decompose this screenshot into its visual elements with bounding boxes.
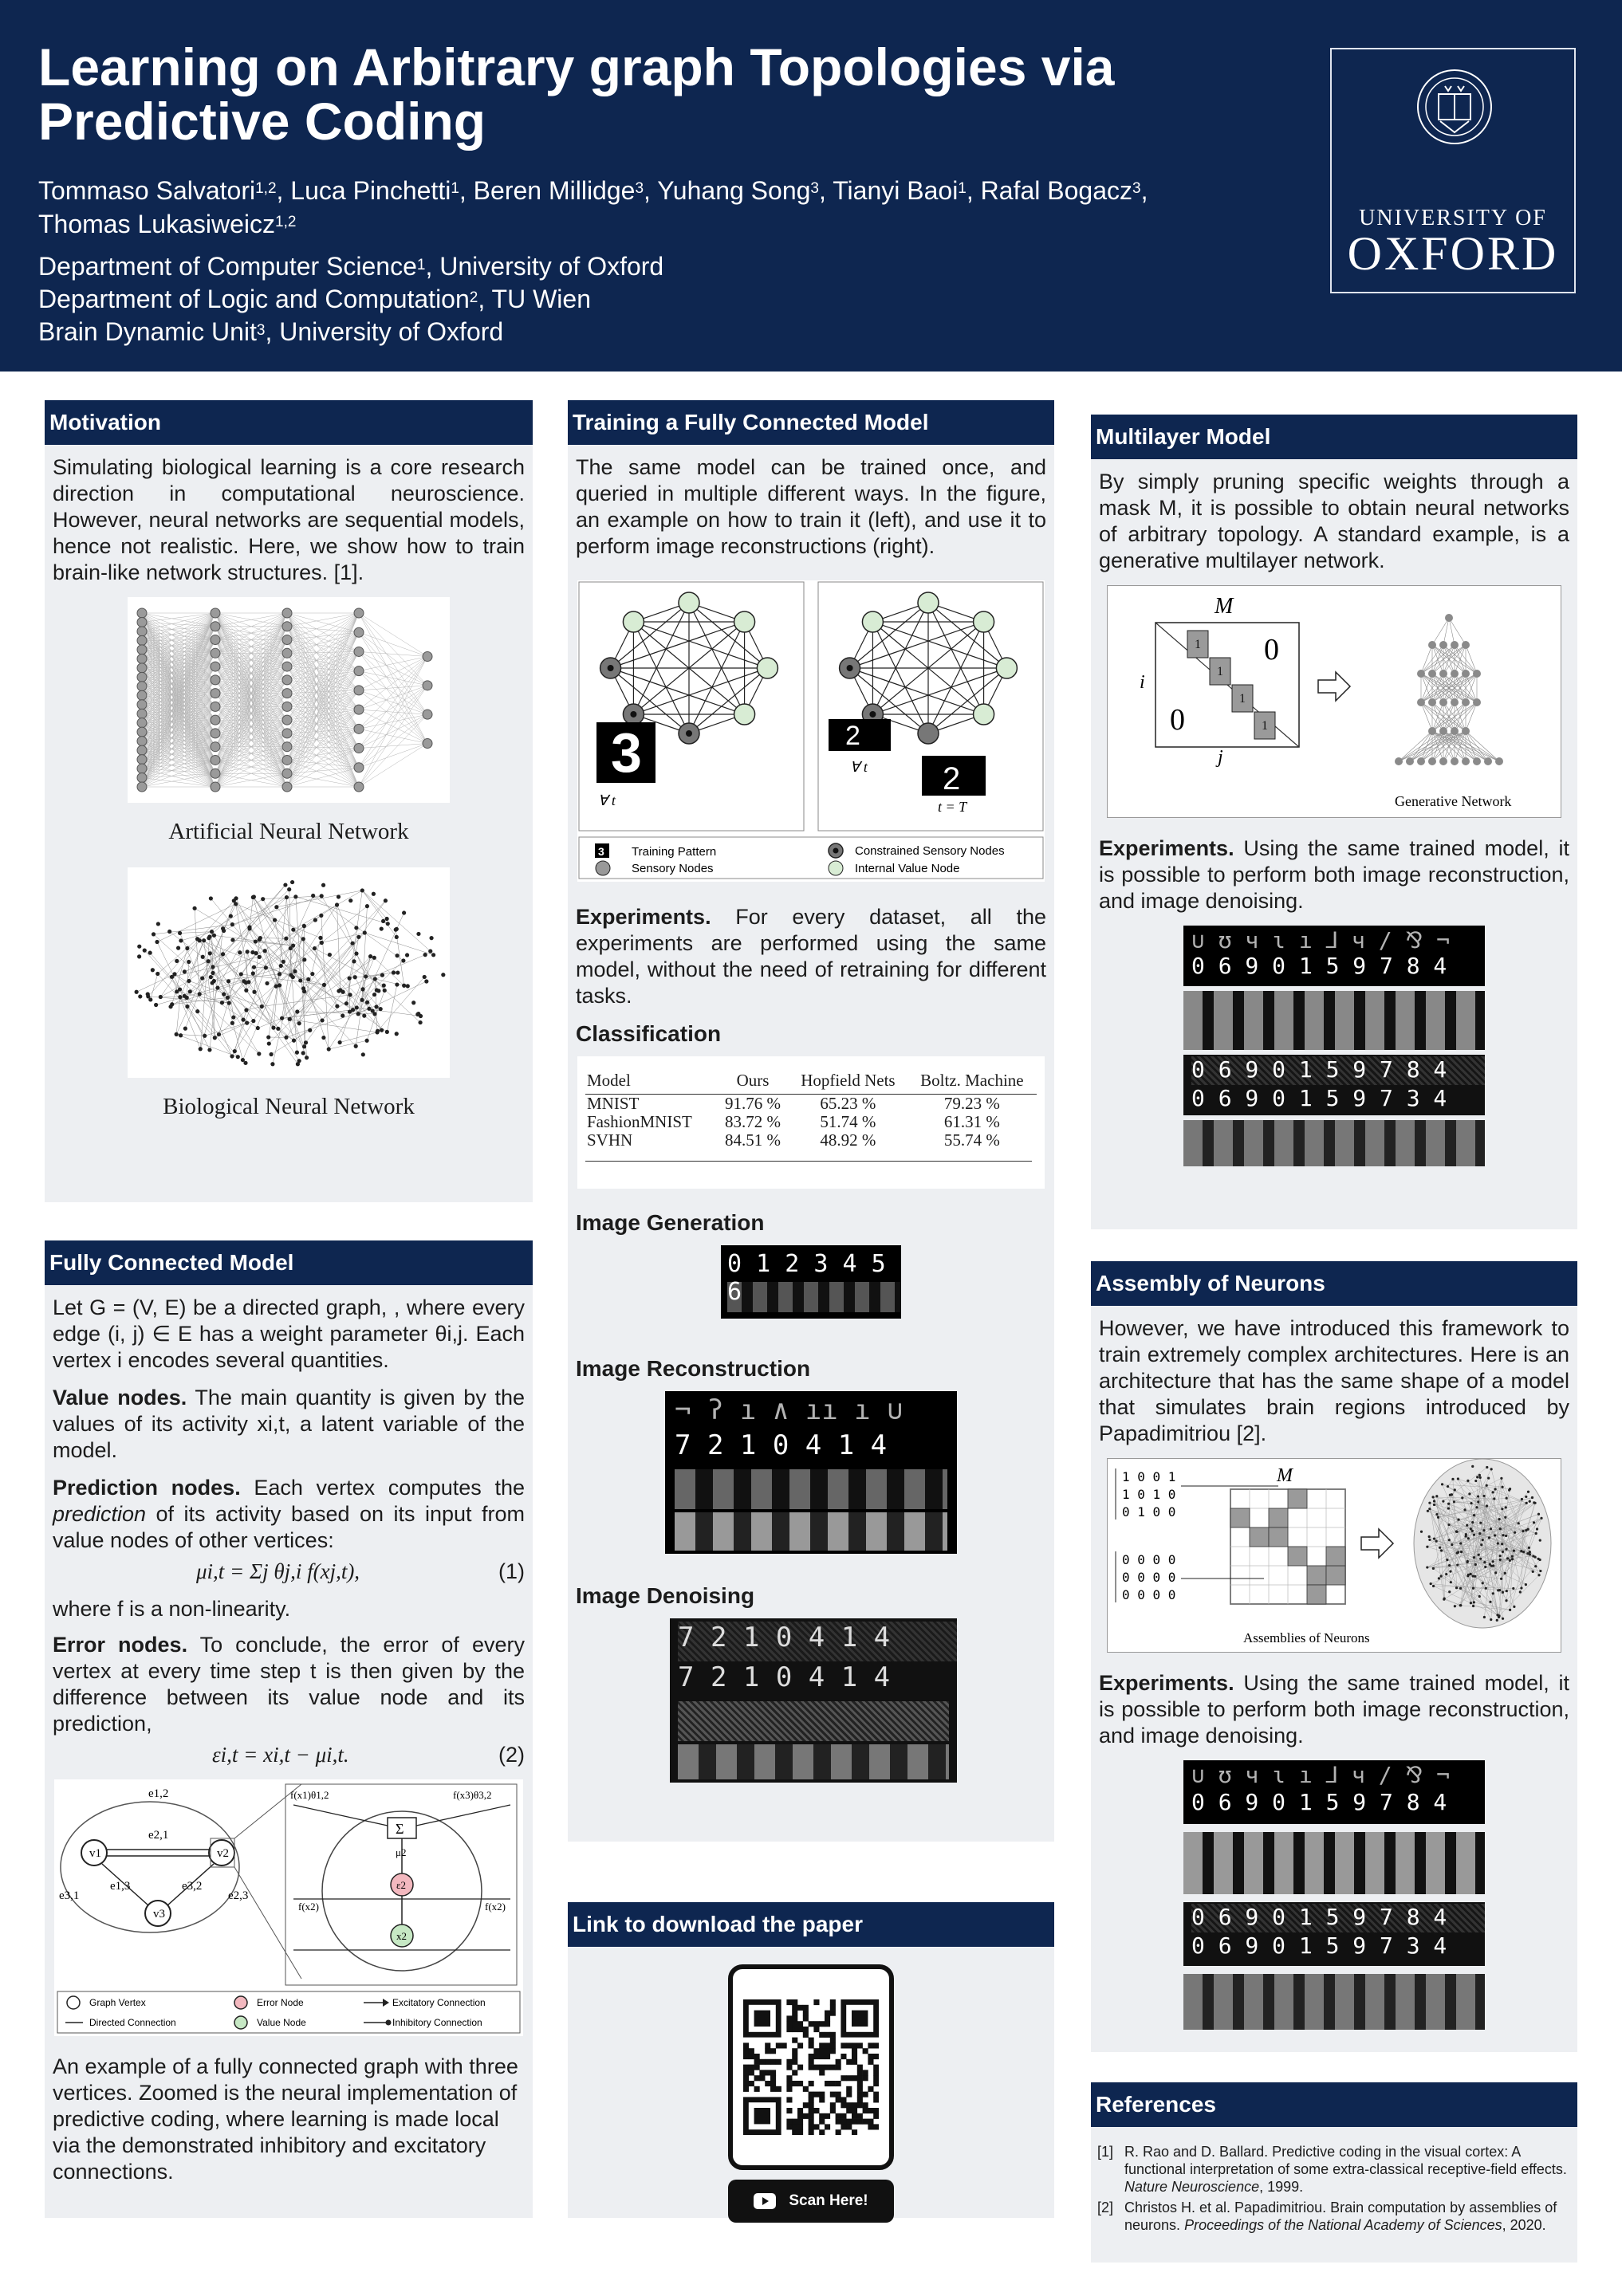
fc-caption: An example of a fully connected graph with three vertices. Zoomed is the neural implementation of predictive coding, where learning is made local via the demonstrated inhibitory and excitatory connections. — [53, 2054, 518, 2184]
ann-neuron — [282, 622, 292, 631]
ann-neuron — [211, 742, 220, 752]
ann-caption: Artificial Neural Network — [168, 819, 409, 844]
svg-text:0 0 0 0: 0 0 0 0 — [1122, 1570, 1176, 1585]
generation-title: Image Generation — [576, 1210, 765, 1235]
table-cell: 55.74 % — [943, 1130, 1000, 1150]
svg-text:Training Pattern: Training Pattern — [632, 845, 717, 859]
multilayer-experiments: Experiments. Using the same trained model, it is possible to perform both image reconstruction, and image denoising. — [1099, 836, 1569, 913]
svg-text:1: 1 — [1239, 692, 1246, 706]
fc-prediction-paragraph: Prediction nodes. Each vertex computes the prediction of its activity based on its input from value nodes of other vertices: — [53, 1476, 525, 1552]
qr-code-card[interactable] — [728, 1964, 894, 2170]
affiliation-line: Department of Computer Science$^1$, University of Oxford — [38, 252, 664, 281]
ann-neuron — [211, 729, 220, 738]
table-cell: 91.76 % — [725, 1094, 781, 1113]
svg-text:f(x1)θ1,2: f(x1)θ1,2 — [290, 1789, 329, 1801]
svg-text:e1,2: e1,2 — [148, 1787, 169, 1800]
ann-neuron — [354, 744, 364, 753]
fc-intro-text: Let G = (V, E) be a directed graph, , where every edge (i, j) ∈ E has a weight parameter θi,j. Each vertex i encodes several quantities. — [53, 1295, 525, 1372]
ann-neuron — [354, 647, 364, 656]
ann-neuron — [282, 715, 292, 725]
svg-text:3: 3 — [611, 721, 642, 784]
assembly-samples: ∪ ʊ ч ɩ ı ⅃ ч / ⅋ ¬ 0 6 9 0 1 5 9 7 8 4 0 6 9 0 1 5 9 7 8 4 0 6 9 0 1 5 9 7 3 4 — [1183, 1760, 1485, 2035]
svg-text:Excitatory Connection: Excitatory Connection — [392, 1997, 486, 2008]
training-figure-svg — [577, 580, 1045, 882]
svg-text:Internal Value Node: Internal Value Node — [855, 862, 960, 875]
ann-neuron — [354, 608, 364, 618]
svg-text:0 0 0 0: 0 0 0 0 — [1122, 1552, 1176, 1567]
svg-text:e3,1: e3,1 — [59, 1889, 80, 1902]
ann-neuron — [282, 769, 292, 778]
predictive-coding-diagram — [54, 1779, 523, 2036]
ann-neuron — [137, 727, 147, 737]
svg-text:Value Node: Value Node — [257, 2017, 306, 2028]
table-cell: 84.51 % — [725, 1130, 781, 1150]
bnn-diagram — [128, 867, 450, 1078]
ann-neuron — [282, 662, 292, 671]
multilayer-text: By simply pruning specific weights through a mask M, it is possible to obtain neural networks of arbitrary topology. A standard example, is a generative multilayer network. — [1099, 470, 1569, 572]
ann-neuron — [354, 763, 364, 773]
table-cell: SVHN — [587, 1130, 633, 1150]
svg-text:e1,3: e1,3 — [110, 1880, 131, 1893]
svg-text:Sensory Nodes: Sensory Nodes — [632, 862, 714, 875]
table-header-cell: Model — [585, 1067, 717, 1095]
ann-neuron — [211, 769, 220, 778]
play-icon — [754, 2193, 776, 2209]
fc-prediction-title: Prediction nodes. — [53, 1476, 241, 1500]
ann-neuron — [137, 690, 147, 700]
ann-neuron — [354, 686, 364, 695]
ann-neuron — [282, 608, 292, 618]
poster-header — [0, 0, 1622, 372]
fc-after-eq1: where f is a non-linearity. — [53, 1597, 291, 1621]
reference-item: [2] Christos H. et al. Papadimitriou. Brain computation by assemblies of neurons. Proceedings of the National Academy of Sciences, 2020. — [1097, 2200, 1557, 2233]
svg-text:1: 1 — [1262, 719, 1268, 733]
affiliation-list — [38, 250, 995, 348]
ann-neuron — [211, 689, 220, 698]
svg-text:Directed Connection: Directed Connection — [89, 2017, 176, 2028]
ann-diagram — [128, 597, 450, 803]
ann-neuron — [137, 645, 147, 655]
svg-text:x2: x2 — [396, 1930, 407, 1942]
ann-neuron — [137, 737, 147, 746]
ann-neuron — [354, 724, 364, 733]
fully-connected-heading: Fully Connected Model — [45, 1240, 533, 1285]
svg-text:M: M — [1277, 1465, 1293, 1486]
ann-neuron — [282, 742, 292, 752]
svg-text:Assemblies of Neurons: Assemblies of Neurons — [1243, 1630, 1370, 1645]
assembly-figure — [1107, 1458, 1561, 1653]
motivation-text: Simulating biological learning is a core research direction in computational neuroscience. However, neural networks are sequential models, hence not realistic. Here, we show how to train brain-like network structures. [1]. — [53, 455, 525, 584]
assembly-experiments: Experiments. Using the same trained model, it is possible to perform both image reconstruction, and image denoising. — [1099, 1671, 1569, 1748]
denoising-samples: 7 2 1 0 4 1 4 7 2 1 0 4 1 4 — [670, 1618, 957, 1783]
svg-text:v1: v1 — [89, 1847, 101, 1860]
affiliation-line: Brain Dynamic Unit$^3$, University of Oxford — [38, 317, 504, 346]
ann-neuron — [137, 627, 147, 636]
svg-text:Generative Network: Generative Network — [1395, 793, 1512, 809]
svg-text:Inhibitory Connection: Inhibitory Connection — [392, 2017, 482, 2028]
ann-neuron — [211, 648, 220, 658]
table-cell: MNIST — [587, 1094, 640, 1113]
ann-neuron — [137, 654, 147, 663]
assembly-section — [1091, 1261, 1577, 2052]
affiliation-line: Department of Logic and Computation$^2$, TU Wien — [38, 285, 591, 313]
generative-network-diagram — [1395, 614, 1503, 765]
oxford-logo — [1330, 48, 1576, 293]
multilayer-heading: Multilayer Model — [1091, 415, 1577, 459]
ann-neuron — [423, 739, 432, 749]
table-cell: 48.92 % — [820, 1130, 876, 1150]
training-figure — [577, 580, 1045, 882]
scan-here-button[interactable]: Scan Here! — [728, 2180, 894, 2223]
ann-neuron — [137, 700, 147, 710]
svg-text:j: j — [1218, 747, 1223, 768]
svg-text:2: 2 — [943, 761, 961, 796]
svg-text:1: 1 — [1217, 665, 1223, 678]
ann-neuron — [137, 709, 147, 718]
table-cell: 79.23 % — [943, 1094, 1000, 1113]
oxford-seal-icon — [1415, 67, 1494, 147]
svg-text:3: 3 — [598, 845, 604, 858]
bnn-figure — [128, 867, 450, 1078]
svg-text:0: 0 — [1264, 633, 1279, 666]
ann-neuron — [211, 755, 220, 765]
classification-title: Classification — [576, 1021, 722, 1046]
svg-text:2: 2 — [845, 721, 860, 751]
poster-title: Learning on Arbitrary graph Topologies via Predictive Coding — [38, 37, 1115, 151]
reference-item: [1] R. Rao and D. Ballard. Predictive coding in the visual cortex: A functional interpretation of some extra-classical receptive-field effects. Nature Neuroscience, 1999. — [1097, 2144, 1567, 2195]
link-heading: Link to download the paper — [568, 1902, 1054, 1947]
ann-neuron — [211, 782, 220, 792]
svg-text:e2,3: e2,3 — [228, 1889, 249, 1902]
table-header-cell: Hopfield Nets — [789, 1067, 907, 1095]
svg-text:0 0 0 0: 0 0 0 0 — [1122, 1587, 1176, 1602]
ann-neuron — [354, 627, 364, 637]
ann-neuron — [423, 710, 432, 719]
ann-neuron — [211, 622, 220, 631]
svg-text:∀ t: ∀ t — [598, 792, 616, 808]
assembly-text: However, we have introduced this framework to train extremely complex architectures. Here is an architecture that has the same shape of a model that simulates brain regions introduced by Papadimitriou [2]. — [1099, 1316, 1569, 1445]
references-heading: References — [1091, 2082, 1577, 2127]
svg-text:f(x2): f(x2) — [298, 1901, 319, 1913]
svg-text:M: M — [1215, 594, 1234, 619]
ann-neuron — [354, 666, 364, 676]
reconstruction-samples: ¬ ʔ ı ∧ ıı ı ∪ 7 2 1 0 4 1 4 — [665, 1391, 957, 1554]
ann-neuron — [282, 782, 292, 792]
ann-neuron — [137, 764, 147, 773]
denoising-title: Image Denoising — [576, 1583, 755, 1608]
ann-neuron — [211, 635, 220, 645]
svg-text:Error Node: Error Node — [257, 1997, 304, 2008]
logo-university-text: UNIVERSITY OF — [1359, 206, 1547, 230]
ann-neuron — [211, 675, 220, 685]
ann-neuron — [282, 648, 292, 658]
ann-neuron — [282, 729, 292, 738]
generation-samples: 0 1 2 3 4 5 6 — [721, 1245, 901, 1319]
table-header-cell: Ours — [717, 1067, 789, 1095]
arrow-right-icon — [1318, 672, 1350, 701]
fc-value-title: Value nodes. — [53, 1386, 187, 1409]
qr-code-icon[interactable] — [743, 1999, 879, 2135]
svg-text:e3,2: e3,2 — [182, 1880, 203, 1893]
ann-neuron — [137, 755, 147, 765]
multilayer-section — [1091, 415, 1577, 1229]
fc-error-title: Error nodes. — [53, 1633, 188, 1657]
svg-text:i: i — [1140, 672, 1145, 693]
ann-neuron — [423, 681, 432, 690]
link-section — [568, 1902, 1054, 2218]
ann-neuron — [282, 755, 292, 765]
reference-list — [1091, 2127, 1577, 2234]
author-name: Yuhang Song$^3$ — [657, 176, 819, 205]
ann-neuron — [211, 702, 220, 711]
table-cell: FashionMNIST — [587, 1112, 692, 1131]
author-name: Rafal Bogacz$^3$ — [980, 176, 1141, 205]
author-name: Luca Pinchetti$^1$ — [290, 176, 459, 205]
classification-table — [585, 1067, 1037, 1150]
ann-neuron — [137, 773, 147, 783]
svg-text:1 0 0 1: 1 0 0 1 — [1122, 1469, 1176, 1484]
pc-diagram-svg — [54, 1779, 523, 2036]
ann-neuron — [137, 663, 147, 673]
svg-text:v3: v3 — [153, 1908, 165, 1921]
fc-error-paragraph: Error nodes. To conclude, the error of every vertex at every time step t is then given by the difference between its value node and its prediction, — [53, 1633, 525, 1736]
table-row — [585, 1131, 1037, 1150]
multilayer-figure — [1107, 585, 1561, 818]
ann-neuron — [211, 715, 220, 725]
mask-diagram — [1108, 586, 1561, 817]
ann-neuron — [137, 617, 147, 627]
svg-text:0 1 0 0: 0 1 0 0 — [1122, 1504, 1176, 1520]
ann-neuron — [423, 652, 432, 662]
fc-value-paragraph: Value nodes. The main quantity is given by the values of its activity xi,t, a latent variable of the model. — [53, 1386, 526, 1462]
svg-text:∀ t: ∀ t — [850, 759, 868, 775]
ann-neuron — [137, 635, 147, 645]
svg-text:v2: v2 — [217, 1847, 229, 1860]
table-row — [585, 1113, 1037, 1131]
fully-connected-section — [45, 1240, 533, 2218]
svg-text:t = T: t = T — [938, 799, 967, 815]
svg-text:Graph Vertex: Graph Vertex — [89, 1997, 146, 2008]
svg-text:f(x3)θ3,2: f(x3)θ3,2 — [453, 1789, 492, 1801]
table-cell: 65.23 % — [820, 1094, 876, 1113]
equation-1: μi,t = Σj θj,i f(xj,t), (1) — [196, 1559, 525, 1583]
assembly-heading: Assembly of Neurons — [1091, 1261, 1577, 1306]
svg-text:0: 0 — [1170, 703, 1185, 737]
author-name: Tommaso Salvatori$^{1,2}$ — [38, 176, 277, 205]
svg-text:1 0 1 0: 1 0 1 0 — [1122, 1487, 1176, 1502]
ann-neuron — [354, 782, 364, 792]
author-name: Tianyi Baoi$^1$ — [833, 176, 967, 205]
arrow-right-icon — [1361, 1529, 1393, 1558]
author-list: Tommaso Salvatori$^{1,2}$, Luca Pinchetti$^1$, Beren Millidge$^3$, Yuhang Song$^3$, Tianyi Baoi$^1$, Rafal Bogacz$^3$, Thomas Lukasiweicz$^{1,2}$ — [38, 176, 1148, 238]
svg-text:μ2: μ2 — [396, 1846, 407, 1858]
reconstruction-title: Image Reconstruction — [576, 1356, 811, 1381]
ann-neuron — [211, 662, 220, 671]
equation-2: εi,t = xi,t − μi,t. (2) — [212, 1743, 525, 1767]
svg-text:ε2: ε2 — [396, 1879, 406, 1891]
training-section — [568, 400, 1054, 1842]
training-heading: Training a Fully Connected Model — [568, 400, 1054, 445]
author-name: Thomas Lukasiweicz$^{1,2}$ — [38, 210, 297, 238]
ann-neuron — [282, 689, 292, 698]
ann-neuron — [354, 705, 364, 714]
ann-neuron — [282, 635, 292, 645]
svg-text:e2,1: e2,1 — [148, 1829, 169, 1842]
multilayer-samples: ∪ ʊ ч ɩ ı ⅃ ч / ⅋ ¬ 0 6 9 0 1 5 9 7 8 4 0 6 9 0 1 5 9 7 8 4 0 6 9 0 1 5 9 7 3 4 — [1183, 926, 1485, 1162]
motivation-heading: Motivation — [45, 400, 533, 445]
ann-neuron — [137, 782, 147, 792]
ann-neuron — [137, 682, 147, 691]
table-cell: 61.31 % — [943, 1112, 1000, 1131]
svg-text:1: 1 — [1195, 638, 1201, 651]
ann-neuron — [137, 672, 147, 682]
ann-neuron — [282, 702, 292, 711]
ann-neuron — [137, 745, 147, 755]
ann-neuron — [282, 675, 292, 685]
ann-figure — [128, 597, 450, 803]
assembly-matrices — [1122, 1469, 1175, 1602]
ann-neuron — [211, 608, 220, 618]
table-cell: 51.74 % — [820, 1112, 876, 1131]
table-header-cell: Boltz. Machine — [907, 1067, 1037, 1095]
training-text: The same model can be trained once, and queried in multiple different ways. In the figure, an example on how to train it (left), and use it to perform image reconstructions (right). — [576, 455, 1046, 558]
assembly-diagram — [1108, 1459, 1561, 1652]
references-section — [1091, 2082, 1577, 2263]
logo-oxford-text: OXFORD — [1347, 227, 1559, 280]
table-row — [585, 1095, 1037, 1114]
training-experiments: Experiments. For every dataset, all the experiments are performed using the same model, without the need of retraining for different tasks. — [576, 905, 1046, 1008]
classification-table-figure — [577, 1056, 1045, 1189]
ann-neuron — [137, 718, 147, 728]
bnn-caption: Biological Neural Network — [163, 1094, 415, 1119]
svg-text:Σ: Σ — [396, 1821, 404, 1837]
author-name: Beren Millidge$^3$ — [473, 176, 644, 205]
motivation-section — [45, 400, 533, 1202]
table-cell: 83.72 % — [725, 1112, 781, 1131]
ann-neuron — [137, 608, 147, 618]
svg-text:f(x2): f(x2) — [485, 1901, 506, 1913]
svg-text:Constrained Sensory Nodes: Constrained Sensory Nodes — [855, 844, 1005, 858]
